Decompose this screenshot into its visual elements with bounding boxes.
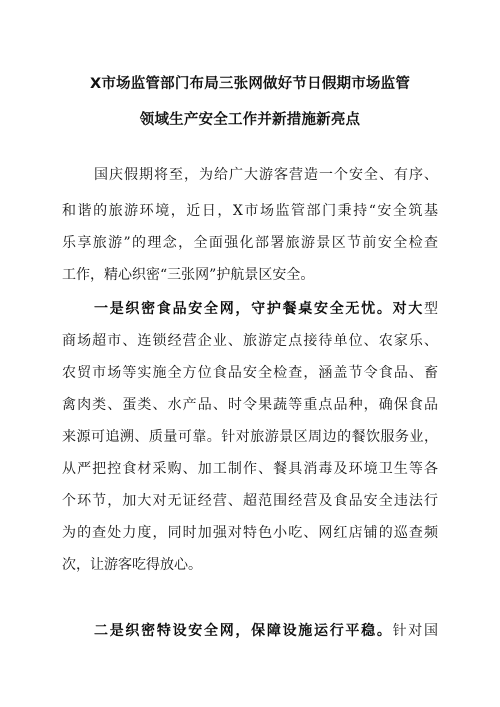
paragraph-2-line-7: 个环节，加大对无证经营、超范围经营及食品安全违法行 [62,493,438,509]
paragraph-2-line-9: 次，让游客吃得放心。 [62,557,202,573]
paragraph-1-line-2: 和谐的旅游环境，近日，X市场监管部门秉持“安全筑基 [62,203,438,219]
paragraph-2-lead-bold: 一是织密食品安全网，守护餐桌安全无忧。对大 [94,301,424,317]
paragraph-2-line-4: 禽肉类、蛋类、水产品、时令果蔬等重点品种，确保食品 [62,397,438,413]
paragraph-2-lead-line [94,299,438,319]
paragraph-2-line-6: 从严把控食材采购、加工制作、餐具消毒及环境卫生等各 [62,461,438,477]
paragraph-2-line-8: 为的查处力度，同时加强对特色小吃、网红店铺的巡查频 [62,525,438,541]
paragraph-3-lead-line [94,621,438,641]
paragraph-1-line-3: 乐享旅游”的理念，全面强化部署旅游景区节前安全检查 [62,235,438,251]
document-title-line-1: X市场监管部门布局三张网做好节日假期市场监管 [89,76,411,92]
paragraph-2-line-2: 商场超市、连锁经营企业、旅游定点接待单位、农家乐、 [62,333,438,349]
paragraph-3-lead-rest: 针对国 [392,623,439,639]
document-title-line-2: 领域生产安全工作并新措施新亮点 [139,112,361,128]
paragraph-2-line-3: 农贸市场等实施全方位食品安全检查，涵盖节令食品、畜 [62,365,438,381]
paragraph-2-line-5: 来源可追溯、质量可靠。针对旅游景区周边的餐饮服务业， [62,429,438,445]
paragraph-1-line-1: 国庆假期将至，为给广大游客营造一个安全、有序、 [94,167,438,183]
paragraph-2-lead-rest: 型 [424,301,438,317]
paragraph-1-line-4: 工作，精心织密“三张网”护航景区安全。 [62,267,315,283]
paragraph-3-lead-bold: 二是织密特设安全网，保障设施运行平稳。 [94,623,393,639]
